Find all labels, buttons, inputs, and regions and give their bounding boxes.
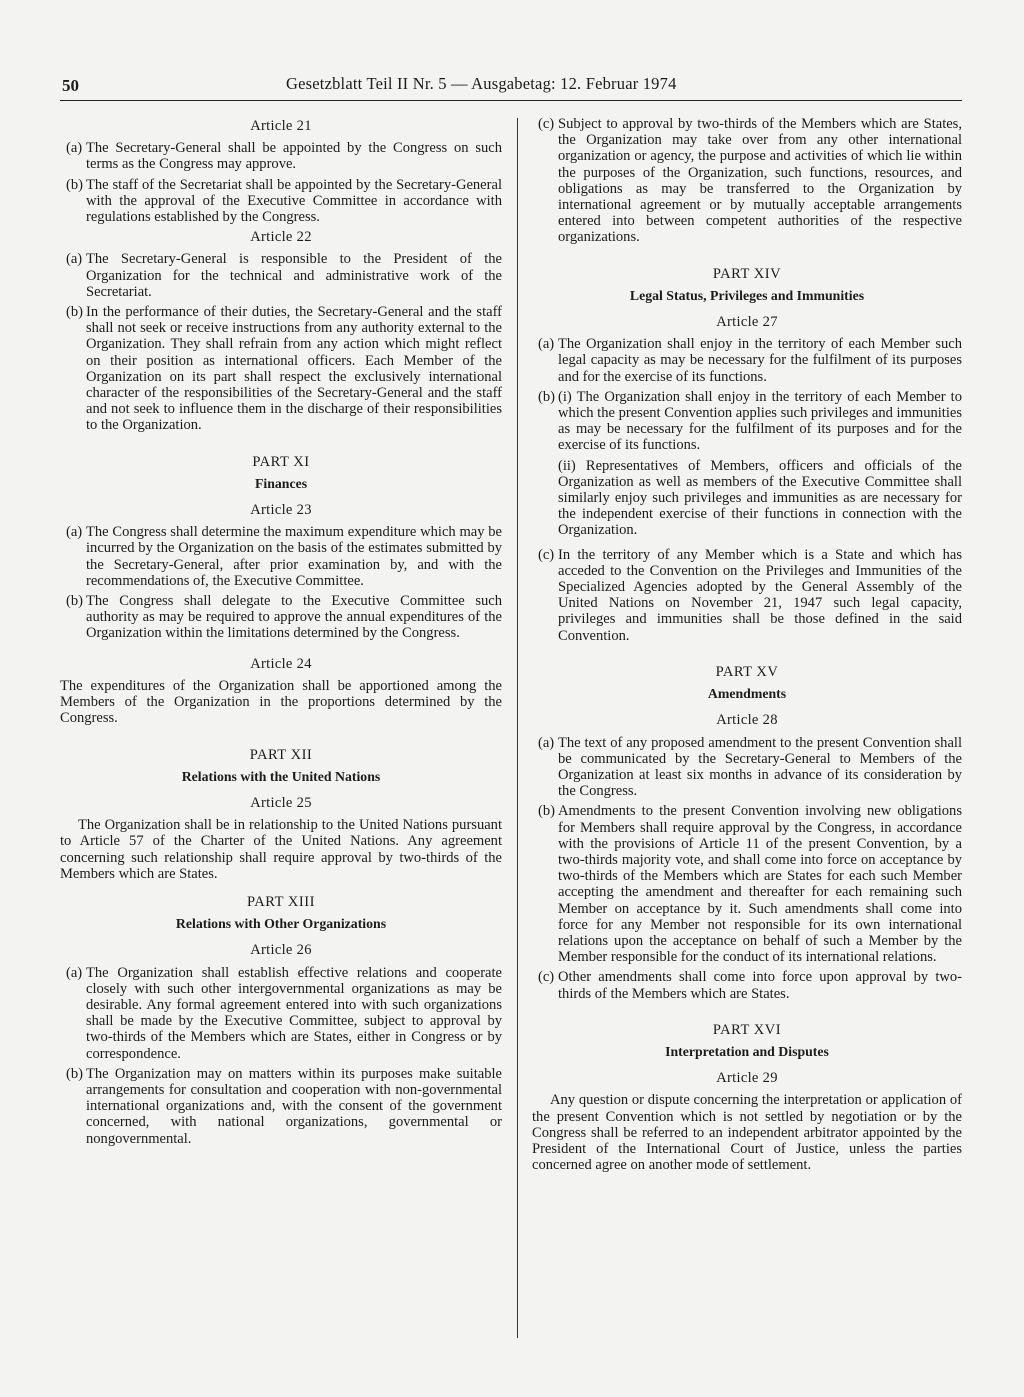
part-xv-title: PART XV xyxy=(715,663,779,680)
part-xiii-heading: Relations with Other Organizations xyxy=(175,916,387,932)
article-29-text: Any question or dispute concerning the interpretation or application of the present Convention which is not settled by negotiation or by the Congress shall be referred to an independent arbitrator appointed by the President of the International Court of Justice, unless the parties concerned agree on another mode of settlement. xyxy=(532,1092,962,1174)
article-28-a xyxy=(532,735,962,800)
article-22-title: Article 22 xyxy=(250,229,312,246)
item-label: (b) xyxy=(538,803,555,820)
article-27-b xyxy=(532,389,962,543)
item-label: (a) xyxy=(538,734,555,751)
item-text: The text of any proposed amendment to the present Convention shall be communicated by the Secretary-General to Members of the Organization at least six months in advance of its consideration by the Congress. xyxy=(558,734,962,800)
item-label: (a) xyxy=(66,964,83,981)
left-column xyxy=(60,118,502,1151)
part-xi-title: PART XI xyxy=(252,453,310,470)
item-label: (a) xyxy=(66,251,83,268)
item-label: (c) xyxy=(538,546,555,563)
item-label: (a) xyxy=(538,336,555,353)
part-xiii-title: PART XIII xyxy=(247,893,315,910)
item-text: In the performance of their duties, the Secretary-General and the staff shall not seek or receive instructions from any authority external to the Organization. They shall refrain from any action which might reflect on their position as international officers. Each Member of the Organization on its part shall respect the exclusively international character of the responsibilities of the Secretary-General and the staff and not seek to influence them in the discharge of their responsibilities to the Organization. xyxy=(86,304,502,434)
article-21-a xyxy=(60,140,502,172)
article-26-c xyxy=(532,116,962,246)
part-xii-title: PART XII xyxy=(249,746,313,763)
item-text: The Secretary-General is responsible to the President of the Organization for the technical and administrative work of the Secretariat. xyxy=(86,251,502,300)
part-xv-heading: Amendments xyxy=(707,686,787,702)
article-22-b xyxy=(60,304,502,434)
item-text: The Secretary-General shall be appointed by the Congress on such terms as the Congress may approve. xyxy=(86,140,502,173)
item-label: (c) xyxy=(538,969,555,986)
article-29-title: Article 29 xyxy=(716,1070,778,1087)
article-24-title: Article 24 xyxy=(250,655,312,672)
article-23-b xyxy=(60,593,502,642)
article-21-b xyxy=(60,177,502,226)
part-xvi-title: PART XVI xyxy=(712,1021,782,1038)
article-26-a xyxy=(60,965,502,1062)
article-27-b-body xyxy=(558,389,962,543)
item-label: (a) xyxy=(66,524,83,541)
part-xii-heading: Relations with the United Nations xyxy=(181,768,381,784)
part-xiv-heading: Legal Status, Privileges and Immunities xyxy=(629,287,865,303)
item-text: Subject to approval by two-thirds of the Members which are States, the Organization may take over from any other international organization or agency, the purpose and activities of which lie within the purposes of the Organization, such functions, resources, and obligations as may be transferred to the Organization by international agreement or by mutually acceptable arrangements entered into between competent authorities of the respective organizations. xyxy=(558,116,962,246)
item-text: The staff of the Secretariat shall be appointed by the Secretary-General with the approval of the Executive Committee in accordance with regulations established by the Congress. xyxy=(86,176,502,226)
article-27-c xyxy=(532,547,962,644)
item-text: In the territory of any Member which is a State and which has acceded to the Convention on the Privileges and Immunities of the Specialized Agencies adopted by the General Assembly of the United Nations on November 21, 1947 such legal capacity, privileges and immunities shall be those defined in the said Convention. xyxy=(558,546,962,644)
item-text: Amendments to the present Convention involving new obligations for Members shall require approval by the Congress, in accordance with the provisions of Article 11 of the present Convention, by a two-thirds majority vote, and shall come into force on acceptance by two-thirds of the Members which are States for each such Member accepting the amendment and thereafter for each remaining such Member on acceptance by it. Such amendments shall come into force for any Member not responsible for its own international relations upon the acceptance on behalf of such a Member by the Member responsible for the conduct of its international relations. xyxy=(558,803,962,966)
item-label: (a) xyxy=(66,140,83,157)
part-xvi-heading: Interpretation and Disputes xyxy=(665,1043,829,1059)
article-23-title: Article 23 xyxy=(250,502,312,519)
item-label: (b) xyxy=(66,176,83,193)
article-25-text: The Organization shall be in relationship to the United Nations pursuant to Article 57 of the Charter of the United Nations. Any agreement concerning such relationship shall require approval by two-thirds of the Members which are States. xyxy=(60,817,502,882)
page-number: 50 xyxy=(62,76,79,95)
article-27-b-ii: (ii) Representatives of Members, officers and officials of the Organization as well as members of the Executive Committee shall similarly enjoy such privileges and immunities as are necessary for the independent exercise of their functions in connection with the Organization. xyxy=(558,457,962,539)
article-27-title: Article 27 xyxy=(716,314,778,331)
article-28-title: Article 28 xyxy=(716,712,778,729)
item-label: (b) xyxy=(66,593,83,610)
article-28-b xyxy=(532,803,962,965)
right-column xyxy=(532,116,962,1177)
column-divider xyxy=(517,118,518,1338)
item-label: (b) xyxy=(66,304,83,321)
header-rule xyxy=(60,100,962,101)
item-text: The Organization shall enjoy in the territory of each Member such legal capacity as may be necessary for the fulfilment of its purposes and for the exercise of its functions. xyxy=(558,336,962,385)
article-27-b-i: (i) The Organization shall enjoy in the territory of each Member to which the present Convention applies such privileges and immunities as may be necessary for the fulfilment of its purposes and for the exercise of its functions. xyxy=(558,388,963,454)
part-xiv-title: PART XIV xyxy=(712,265,782,282)
part-xi-heading: Finances xyxy=(254,475,308,491)
article-21-title: Article 21 xyxy=(250,118,312,134)
article-26-title: Article 26 xyxy=(250,942,312,959)
item-text: The Organization shall establish effective relations and cooperate closely with such other intergovernmental organizations as may be desirable. Any formal agreement entered into with such organizations shall be made by the Executive Committee, subject to approval by two-thirds of the Members which are States, either in Congress or by correspondence. xyxy=(86,964,502,1062)
item-text: Other amendments shall come into force upon approval by two-thirds of the Members which are States. xyxy=(558,969,962,1002)
item-label: (b) xyxy=(538,388,555,405)
article-23-a xyxy=(60,524,502,589)
article-27-a xyxy=(532,336,962,385)
article-26-b xyxy=(60,1066,502,1147)
article-24-text: The expenditures of the Organization shall be apportioned among the Members of the Organization in the proportions determined by the Congress. xyxy=(60,677,502,727)
item-label: (c) xyxy=(538,116,555,132)
item-text: The Organization may on matters within its purposes make suitable arrangements for consultation and cooperation with non-governmental international organizations and, with the consent of the government concerned, with national organizations, governmental or nongovernmental. xyxy=(86,1065,502,1147)
running-title: Gesetzblatt Teil II Nr. 5 — Ausgabetag: 12. Februar 1974 xyxy=(286,74,677,93)
article-28-c xyxy=(532,969,962,1001)
article-22-a xyxy=(60,251,502,300)
item-text: The Congress shall delegate to the Executive Committee such authority as may be required to approve the annual expenditures of the Organization within the limitations determined by the Congress. xyxy=(86,593,502,642)
article-25-title: Article 25 xyxy=(250,794,312,811)
item-label: (b) xyxy=(66,1065,83,1082)
item-text: The Congress shall determine the maximum expenditure which may be incurred by the Organization on the basis of the estimates submitted by the Secretary-General, after prior examination by, and with the recommendations of, the Executive Committee. xyxy=(86,524,502,589)
